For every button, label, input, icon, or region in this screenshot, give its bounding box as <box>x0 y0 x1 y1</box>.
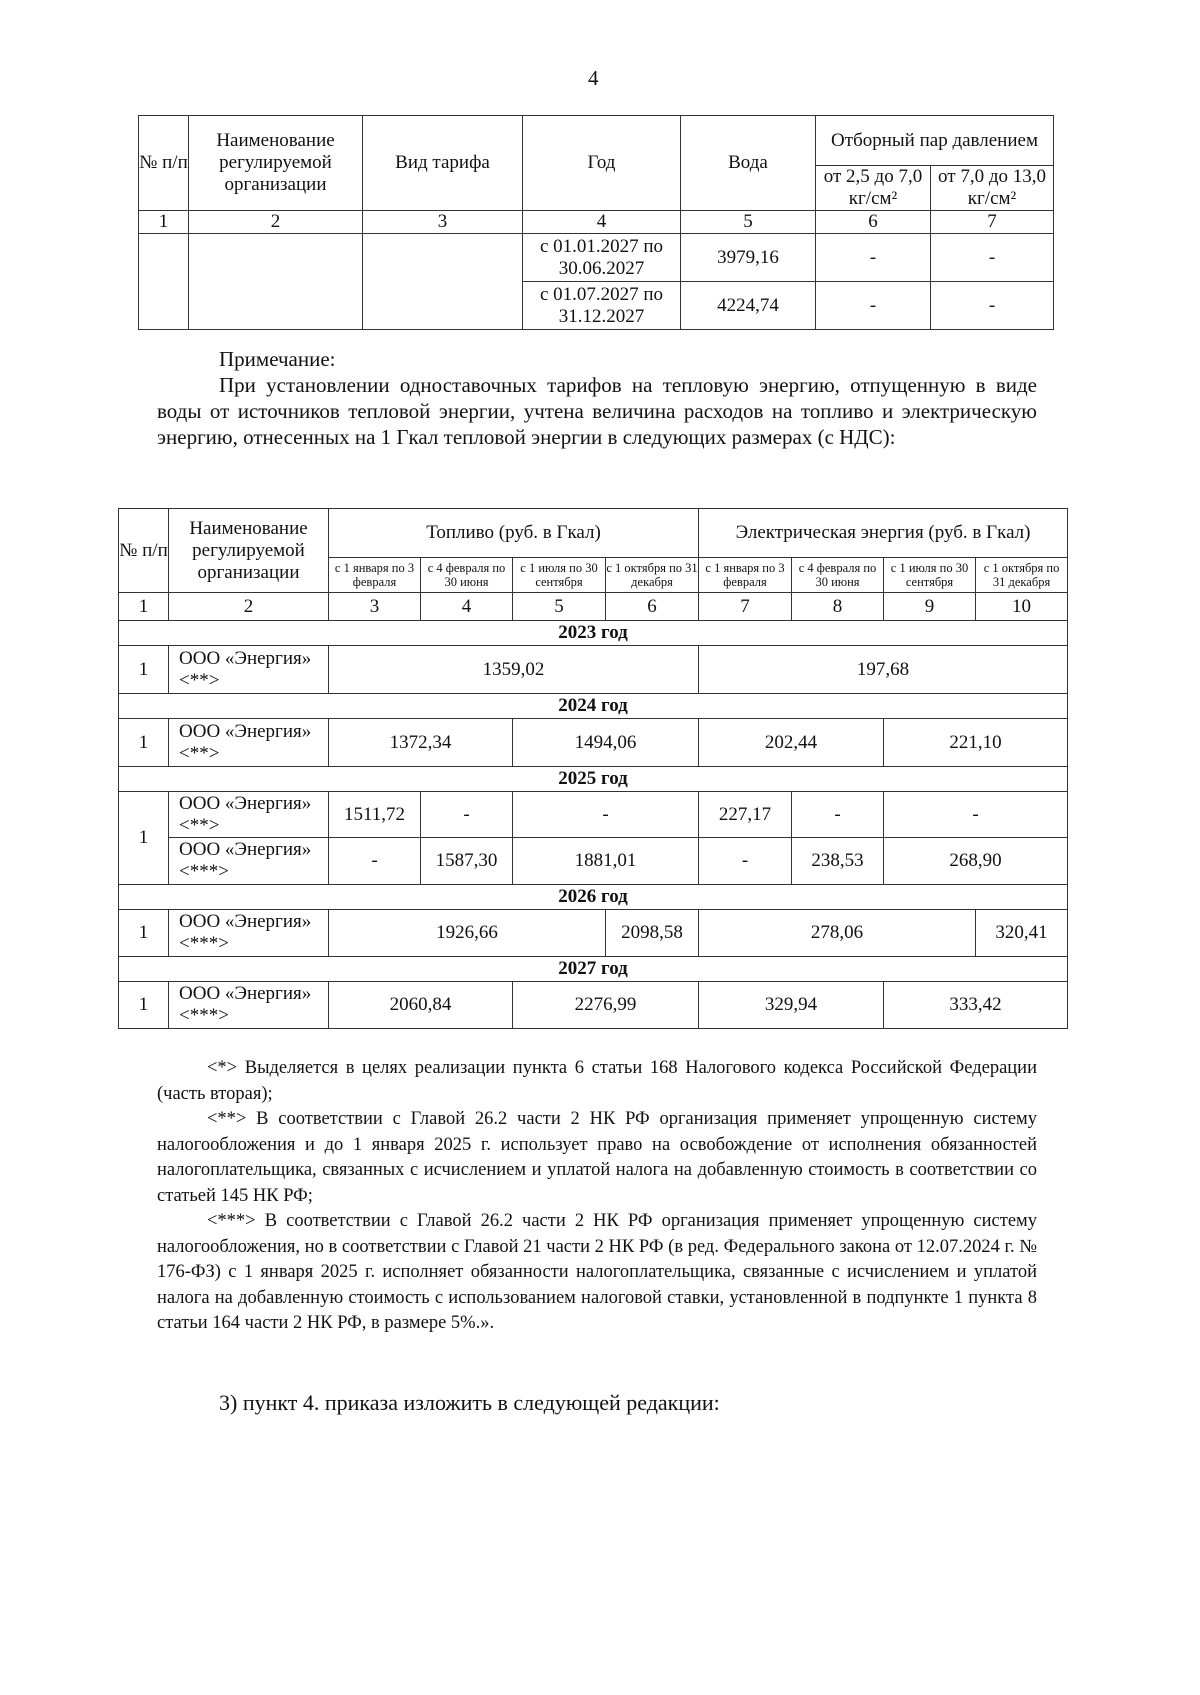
row-num: 1 <box>119 982 169 1029</box>
col-number: 4 <box>421 593 513 621</box>
year-header: 2024 год <box>119 694 1068 719</box>
col-number: 4 <box>523 211 681 234</box>
footnote: <**> В соответствии с Главой 26.2 части 2 НК РФ организация применяет упрощенную систему налогообложения и до 1 января 2025 г. использует право на освобождение от исполнения обязанностей налогоплательщика, связанных с исчислением и уплатой налога на добавленную стоимость в соответствии со статьей 145 НК РФ; <box>157 1109 1037 1206</box>
col-number: 3 <box>363 211 523 234</box>
header-period: с 1 января по 3 февраля <box>699 558 792 593</box>
footnote: <*> Выделяется в целях реализации пункта 6 статьи 168 Налогового кодекса Российской Федерации (часть вторая); <box>157 1058 1037 1104</box>
col-number: 7 <box>699 593 792 621</box>
page-number: 4 <box>588 66 599 90</box>
fuel-value: - <box>329 838 421 885</box>
header-tariff: Вид тарифа <box>363 116 523 211</box>
header-steam-1: от 2,5 до 7,0 кг/см² <box>816 166 931 211</box>
electricity-value: 278,06 <box>699 910 976 957</box>
fuel-value: 2060,84 <box>329 982 513 1029</box>
electricity-value: 238,53 <box>792 838 884 885</box>
header-period: с 4 февраля по 30 июня <box>421 558 513 593</box>
year-header: 2025 год <box>119 767 1068 792</box>
col-number: 6 <box>816 211 931 234</box>
header-electricity: Электрическая энергия (руб. в Гкал) <box>699 509 1068 558</box>
electricity-value: 221,10 <box>884 719 1068 767</box>
header-period: с 1 января по 3 февраля <box>329 558 421 593</box>
item-3: 3) пункт 4. приказа изложить в следующей редакции: <box>219 1390 720 1415</box>
electricity-value: 268,90 <box>884 838 1068 885</box>
header-steam: Отборный пар давлением <box>816 116 1054 166</box>
header-period: с 4 февраля по 30 июня <box>792 558 884 593</box>
header-water: Вода <box>681 116 816 211</box>
col-number: 1 <box>119 593 169 621</box>
electricity-value: - <box>699 838 792 885</box>
electricity-value: 227,17 <box>699 792 792 838</box>
col-number: 1 <box>139 211 189 234</box>
steam2-value: - <box>931 234 1054 282</box>
row-num: 1 <box>119 646 169 694</box>
note-title: Примечание: <box>219 347 336 371</box>
electricity-value: 202,44 <box>699 719 884 767</box>
header-steam-2: от 7,0 до 13,0 кг/см² <box>931 166 1054 211</box>
col-number: 9 <box>884 593 976 621</box>
water-tariff-table <box>138 115 1054 330</box>
col-number: 10 <box>976 593 1068 621</box>
col-number: 5 <box>681 211 816 234</box>
fuel-value: - <box>421 792 513 838</box>
fuel-value: 1881,01 <box>513 838 699 885</box>
fuel-value: 1511,72 <box>329 792 421 838</box>
header-fuel: Топливо (руб. в Гкал) <box>329 509 699 558</box>
org-name: ООО «Энергия» <**> <box>169 719 329 767</box>
period: с 01.01.2027 по 30.06.2027 <box>523 234 681 282</box>
header-org: Наименование регулируемой организации <box>169 509 329 593</box>
water-value: 4224,74 <box>681 282 816 330</box>
year-header: 2026 год <box>119 885 1068 910</box>
electricity-value: 320,41 <box>976 910 1068 957</box>
col-number: 7 <box>931 211 1054 234</box>
electricity-value: 329,94 <box>699 982 884 1029</box>
note-text: При установлении одноставочных тарифов на тепловую энергию, отпущенную в виде воды от источников тепловой энергии, учтена величина расходов на топливо и электрическую энергию, отнесенных на 1 Гкал тепловой энергии в следующих размерах (с НДС): <box>157 373 1037 449</box>
note <box>157 346 1037 450</box>
steam1-value: - <box>816 234 931 282</box>
col-number: 2 <box>169 593 329 621</box>
fuel-energy-table <box>118 508 1068 1029</box>
fuel-value: 1494,06 <box>513 719 699 767</box>
col-number: 6 <box>606 593 699 621</box>
empty-cell <box>189 234 363 330</box>
col-number: 5 <box>513 593 606 621</box>
header-period: с 1 июля по 30 сентября <box>884 558 976 593</box>
electricity-value: - <box>884 792 1068 838</box>
col-number: 3 <box>329 593 421 621</box>
header-period: с 1 октября по 31 декабря <box>976 558 1068 593</box>
col-number: 8 <box>792 593 884 621</box>
header-period: с 1 июля по 30 сентября <box>513 558 606 593</box>
fuel-value: 1359,02 <box>329 646 699 694</box>
org-name: ООО «Энергия» <**> <box>169 792 329 838</box>
row-num: 1 <box>119 719 169 767</box>
fuel-value: - <box>513 792 699 838</box>
period: с 01.07.2027 по 31.12.2027 <box>523 282 681 330</box>
header-org: Наименование регулируемой организации <box>189 116 363 211</box>
header-num: № п/п <box>139 116 189 211</box>
electricity-value: 333,42 <box>884 982 1068 1029</box>
empty-cell <box>363 234 523 330</box>
row-num: 1 <box>119 792 169 885</box>
org-name: ООО «Энергия» <***> <box>169 838 329 885</box>
footnote: <***> В соответствии с Главой 26.2 части 2 НК РФ организация применяет упрощенную систему налогообложения, но в соответствии с Главой 21 части 2 НК РФ (в ред. Федерального закона от 12.07.2024 г. № 176-ФЗ) с 1 января 2025 г. исполняет обязанности налогоплательщика, связанные с исчислением и уплатой налога на добавленную стоимость с использованием налоговой ставки, установленной в подпункте 1 пункта 8 статьи 164 части 2 НК РФ, в размере 5%.». <box>157 1211 1037 1333</box>
electricity-value: 197,68 <box>699 646 1068 694</box>
org-name: ООО «Энергия» <***> <box>169 982 329 1029</box>
fuel-value: 1587,30 <box>421 838 513 885</box>
empty-cell <box>139 234 189 330</box>
fuel-value: 1926,66 <box>329 910 606 957</box>
row-num: 1 <box>119 910 169 957</box>
header-year: Год <box>523 116 681 211</box>
water-value: 3979,16 <box>681 234 816 282</box>
year-header: 2023 год <box>119 621 1068 646</box>
header-num: № п/п <box>119 509 169 593</box>
header-period: с 1 октября по 31 декабря <box>606 558 699 593</box>
org-name: ООО «Энергия» <**> <box>169 646 329 694</box>
fuel-value: 2276,99 <box>513 982 699 1029</box>
footnotes <box>157 1056 1037 1337</box>
fuel-value: 1372,34 <box>329 719 513 767</box>
org-name: ООО «Энергия» <***> <box>169 910 329 957</box>
electricity-value: - <box>792 792 884 838</box>
fuel-value: 2098,58 <box>606 910 699 957</box>
steam2-value: - <box>931 282 1054 330</box>
year-header: 2027 год <box>119 957 1068 982</box>
steam1-value: - <box>816 282 931 330</box>
col-number: 2 <box>189 211 363 234</box>
